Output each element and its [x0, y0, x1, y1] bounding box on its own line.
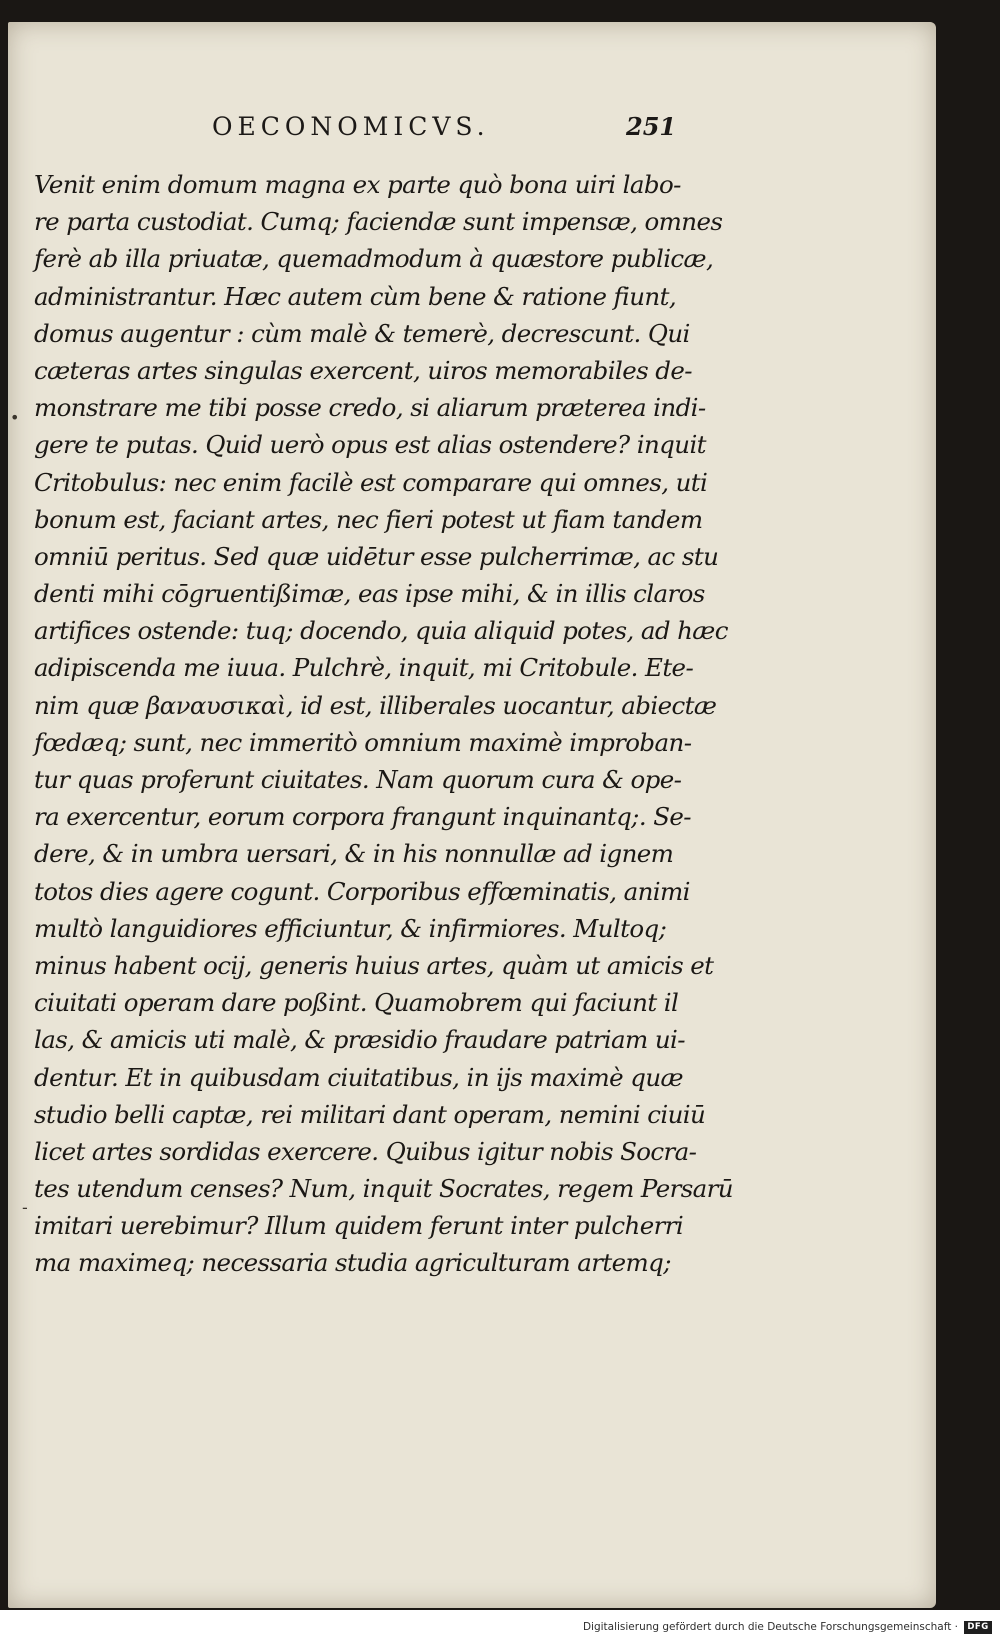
text-line: re parta custodiat. Cumq; faciendæ sunt impensæ, omnes [34, 207, 723, 237]
text-line: minus habent ocij, generis huius artes, quàm ut amicis et [34, 950, 714, 980]
text-line: ra exercentur, eorum corpora frangunt inquinantq;. Se- [34, 802, 691, 832]
text-line: imitari uerebimur? Illum quidem ferunt inter pulcherri [34, 1211, 684, 1241]
text-line: ciuitati operam dare poßint. Quamobrem qui faciunt il [34, 988, 679, 1018]
page-header [8, 110, 936, 150]
text-line: las, & amicis uti malè, & præsidio fraudare patriam ui- [34, 1025, 685, 1055]
margin-dot-mark: • [10, 408, 20, 427]
text-line: cæteras artes singulas exercent, uiros memorabiles de- [34, 355, 692, 385]
text-line: omniū peritus. Sed quæ uidētur esse pulcherrimæ, ac stu [34, 541, 719, 571]
dfg-logo: DFG [964, 1621, 992, 1634]
text-line: Venit enim domum magna ex parte quò bona uiri labo- [34, 170, 681, 199]
body-text [34, 166, 733, 1282]
text-line: ferè ab illa priuatæ, quemadmodum à quæstore publicæ, [34, 244, 714, 274]
text-line: studio belli captæ, rei militari dant operam, nemini ciuiū [34, 1099, 706, 1129]
text-line: Critobulus: nec enim facilè est comparare qui omnes, uti [34, 467, 708, 497]
text-line: dere, & in umbra uersari, & in his nonnullæ ad ignem [34, 839, 674, 869]
text-line: monstrare me tibi posse credo, si aliarum præterea indi- [34, 393, 706, 423]
text-line: nim quæ βαναυσικαὶ, id est, illiberales uocantur, abiectæ [34, 690, 717, 720]
page-number: 251 [626, 112, 677, 141]
text-line: tes utendum censes? Num, inquit Socrates, regem Persarū [34, 1174, 733, 1204]
text-line: totos dies agere cogunt. Corporibus effœminatis, animi [34, 876, 690, 906]
text-line: domus augentur : cùm malè & temerè, decrescunt. Qui [34, 318, 690, 348]
text-line: gere te putas. Quid uerò opus est alias ostendere? inquit [34, 430, 706, 460]
text-line: adipiscenda me iuua. Pulchrè, inquit, mi Critobule. Ete- [34, 653, 694, 683]
text-line: ma maximeq; necessaria studia agriculturam artemq; [34, 1248, 671, 1278]
digitization-footer [0, 1612, 1000, 1642]
book-page [8, 22, 936, 1608]
text-line: tur quas proferunt ciuitates. Nam quorum cura & ope- [34, 765, 682, 794]
text-line: multò languidiores efficiuntur, & infirmiores. Multoq; [34, 913, 667, 943]
text-line: licet artes sordidas exercere. Quibus igitur nobis Socra- [34, 1136, 697, 1166]
text-line: bonum est, faciant artes, nec fieri potest ut fiam tandem [34, 504, 703, 534]
text-line: administrantur. Hæc autem cùm bene & ratione fiunt, [34, 281, 677, 311]
funding-credit: Digitalisierung gefördert durch die Deutsche Forschungsgemeinschaft · [582, 1621, 958, 1633]
text-line: denti mihi cōgruentißimæ, eas ipse mihi, & in illis claros [34, 579, 705, 609]
margin-tick-mark: ‑ [22, 1198, 28, 1217]
text-line: artifices ostende: tuq; docendo, quia aliquid potes, ad hæc [34, 616, 728, 646]
text-line: fœdæq; sunt, nec immeritò omnium maximè improban- [34, 727, 692, 757]
running-head: OECONOMICVS. [212, 112, 490, 141]
text-line: dentur. Et in quibusdam ciuitatibus, in ijs maximè quæ [34, 1062, 683, 1092]
